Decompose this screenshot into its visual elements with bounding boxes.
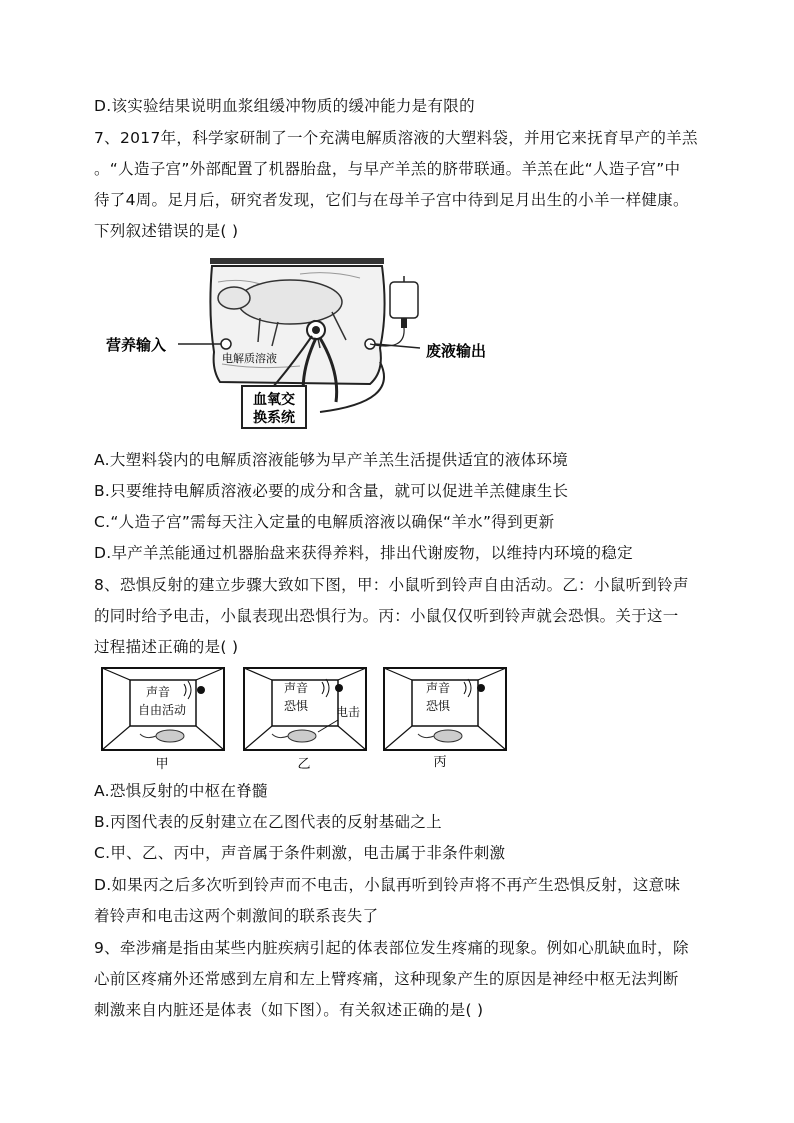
q9-stem-line1: 9、牵涉痛是指由某些内脏疾病引起的体表部位发生疼痛的现象。例如心肌缺血时，除 [94,939,689,957]
q6-option-d: D.该实验结果说明血浆组缓冲物质的缓冲能力是有限的 [94,97,475,115]
oxygen-exchange-label-1: 血氧交 [253,392,295,408]
q7-option-b: B.只要维持电解质溶液必要的成分和含量，就可以促进羊羔健康生长 [94,482,569,500]
q8-stem-line3: 过程描述正确的是( ) [94,638,239,656]
bell-icon [335,684,343,692]
waste-output-label: 废液输出 [426,342,487,360]
q7-option-c: C.“人造子宫”需每天注入定量的电解质溶液以确保“羊水”得到更新 [94,513,555,531]
panel-yi-sound: 声音 [283,681,309,695]
mouse-icon [434,730,462,742]
q8-option-d-line1: D.如果丙之后多次听到铃声而不电击，小鼠再听到铃声将不再产生恐惧反射，这意味 [94,876,681,894]
q8-option-b: B.丙图代表的反射建立在乙图代表的反射基础之上 [94,813,442,831]
electrolyte-label: 电解质溶液 [222,352,277,365]
q8-stem-line1: 8、恐惧反射的建立步骤大致如下图，甲：小鼠听到铃声自由活动。乙：小鼠听到铃声 [94,576,689,594]
panel-jia-behavior: 自由活动 [137,703,187,717]
panel-bing [384,668,506,770]
mouse-icon [156,730,184,742]
q8-stem-line2: 的同时给予电击，小鼠表现出恐惧行为。丙：小鼠仅仅听到铃声就会恐惧。关于这一 [94,607,679,625]
q7-option-a: A.大塑料袋内的电解质溶液能够为早产羊羔生活提供适宜的液体环境 [94,451,569,469]
q7-option-d: D.早产羊羔能通过机器胎盘来获得养料，排出代谢废物，以维持内环境的稳定 [94,544,633,562]
panel-yi-caption: 乙 [297,757,311,772]
panel-bing-behavior: 恐惧 [425,699,451,713]
q7-stem-line3: 待了4周。足月后，研究者发现，它们与在母羊子宫中待到足月出生的小羊一样健康。 [94,191,689,209]
q7-stem-line1: 7、2017年，科学家研制了一个充满电解质溶液的大塑料袋，并用它来抚育早产的羊羔 [94,129,698,147]
artificial-womb-figure [100,252,520,432]
oxygen-exchange-label-2: 换系统 [253,410,295,426]
panel-bing-caption: 丙 [433,755,447,770]
q7-stem-line4: 下列叙述错误的是( ) [94,222,239,240]
panel-yi [244,668,366,772]
mouse-icon [288,730,316,742]
q9-stem-line2: 心前区疼痛外还常感到左肩和左上臂疼痛，这种现象产生的原因是神经中枢无法判断 [94,970,679,988]
nutrient-input-label: 营养输入 [106,336,167,354]
panel-jia-sound: 声音 [145,685,171,699]
q8-option-c: C.甲、乙、丙中，声音属于条件刺激，电击属于非条件刺激 [94,844,506,862]
q8-option-a: A.恐惧反射的中枢在脊髓 [94,782,268,800]
bag-hanger-bar [210,258,384,264]
fear-reflex-figure [100,666,510,774]
panel-yi-behavior: 恐惧 [283,699,309,713]
panel-yi-shock: 电击 [335,705,361,719]
panel-bing-sound: 声音 [425,681,451,695]
bell-icon [477,684,485,692]
panel-jia-caption: 甲 [155,757,169,772]
q9-stem-line3: 刺激来自内脏还是体表（如下图）。有关叙述正确的是( ) [94,1001,484,1019]
q7-stem-line2: 。“人造子宫”外部配置了机器胎盘，与早产羊羔的脐带联通。羊羔在此“人造子宫”中 [94,160,681,178]
panel-jia [102,668,224,772]
q8-option-d-line2: 着铃声和电击这两个刺激间的联系丧失了 [94,907,379,925]
bell-icon [197,686,205,694]
